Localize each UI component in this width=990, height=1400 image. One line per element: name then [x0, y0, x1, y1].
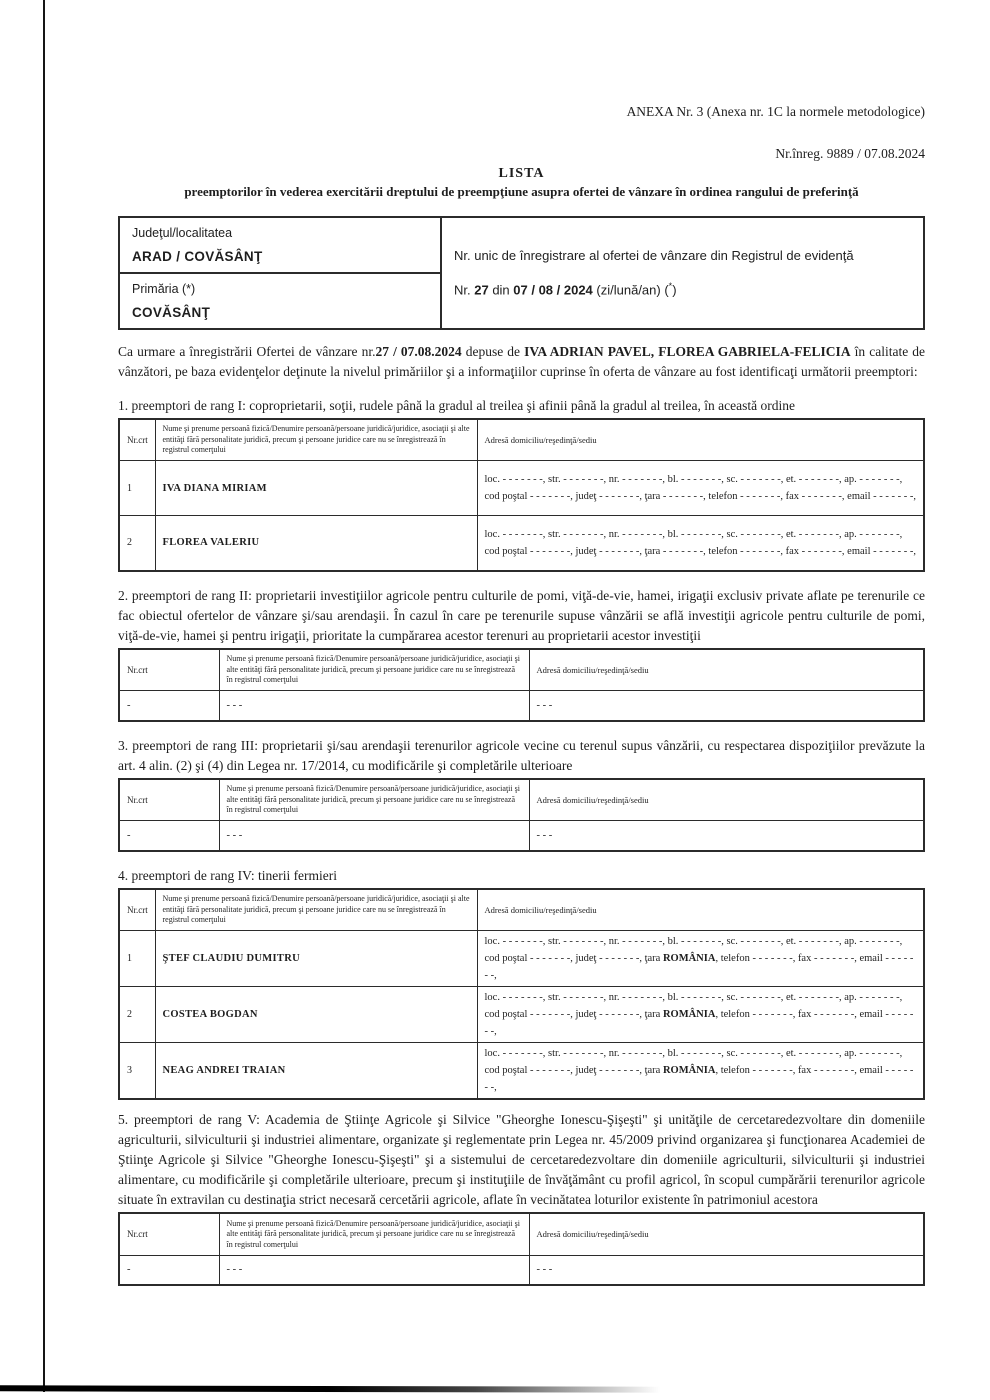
preemptor-name: IVA DIANA MIRIAM: [155, 461, 477, 516]
offer-registration-label: Nr. unic de înregistrare al ofertei de vânzare din Registrul de evidenţă: [454, 247, 854, 263]
offer-registration-cell: [441, 217, 924, 329]
table-rang1: [118, 418, 925, 572]
col-header-nr: Nr.crt: [119, 419, 155, 461]
county-value: ARAD / COVĂSÂNŢ: [132, 249, 263, 264]
col-header-name: Nume şi prenume persoană fizică/Denumire persoană/persoane juridică/juridice, asociaţii şi alte entităţi fără personalitate juridică, precum şi persoane juridice care nu se înregistrează în registrul comerţului: [219, 1213, 529, 1255]
col-header-nr: Nr.crt: [119, 649, 219, 691]
table-row-empty: [119, 1255, 924, 1285]
document-title: LISTA: [498, 166, 545, 181]
preemptor-name: NEAG ANDREI TRAIAN: [155, 1043, 477, 1100]
preemptor-address: - - -: [529, 1255, 924, 1285]
table-header-row: [119, 419, 924, 461]
table-rang4: [118, 888, 925, 1101]
row-number: 1: [119, 461, 155, 516]
table-row: [119, 931, 924, 987]
section-rang2-label: 2. preemptori de rang II: proprietarii investiţiilor agricole pentru culturile de pomi, viţă-de-vie, hamei, irigaţii exclusiv private aflate pe terenurile ce fac obiectul ofertelor de vânzare şi/sau arendaşii. În cazul în care pe terenurile supuse vânzării se află investiţii agricole pentru culturile de pomi, viţă-de-vie, hamei şi pentru irigaţii, prioritate la cumpărarea acestor terenuri au proprietarii acestor investiţii: [118, 587, 925, 643]
row-number: -: [119, 691, 219, 721]
col-header-addr: Adresă domiciliu/reşedinţă/sediu: [477, 419, 924, 461]
row-number: -: [119, 821, 219, 851]
row-number: 2: [119, 987, 155, 1043]
col-header-nr: Nr.crt: [119, 889, 155, 931]
table-row: [119, 461, 924, 516]
table-row-empty: [119, 691, 924, 721]
table-rang2: [118, 648, 925, 722]
section-rang1-label: 1. preemptori de rang I: coproprietarii, soţii, rudele până la gradul al treilea şi afinii până la gradul al treilea, în această ordine: [118, 397, 795, 413]
col-header-addr: Adresă domiciliu/reşedinţă/sediu: [477, 889, 924, 931]
intro-paragraph: Ca urmare a înregistrării Ofertei de vânzare nr.27 / 07.08.2024 depuse de IVA ADRIAN PAVEL, FLOREA GABRIELA-FELICIA în calitate de vânzători, pe baza evidenţelor deţinute la nivelul primăriilor şi a informaţiilor cuprinse în oferta de vânzare au fost identificaţi următorii preemptori:: [118, 344, 926, 379]
preemptor-name: - - -: [219, 691, 529, 721]
document-subtitle: preemptorilor în vederea exercitării dreptului de preempţiune asupra ofertei de vânzare în ordinea rangului de preferinţă: [184, 184, 859, 199]
col-header-name: Nume şi prenume persoană fizică/Denumire persoană/persoane juridică/juridice, asociaţii şi alte entităţi fără personalitate juridică, precum şi persoane juridice care nu se înregistrează în registrul comerţului: [155, 419, 477, 461]
cityhall-label: Primăria (*): [132, 282, 196, 296]
table-rang5: [118, 1212, 925, 1286]
table-header-row: [119, 649, 924, 691]
preemptor-name: COSTEA BOGDAN: [155, 987, 477, 1043]
preemptor-address: loc. - - - - - - -, str. - - - - - - -, nr. - - - - - - -, bl. - - - - - - -, sc. - - - - - - -, et. - - - - - - -, ap. - - - - - - -, cod poştal - - - - - - -, judeţ - - - - - - -, ţara ROMÂNIA, telefon - - - - - - -, fax - - - - - - -, email - - - - - - -,: [477, 1043, 924, 1100]
col-header-name: Nume şi prenume persoană fizică/Denumire persoană/persoane juridică/juridice, asociaţii şi alte entităţi fără personalitate juridică, precum şi persoane juridice care nu se înregistrează în registrul comerţului: [219, 649, 529, 691]
table-rang3: [118, 778, 925, 852]
preemptor-address: loc. - - - - - - -, str. - - - - - - -, nr. - - - - - - -, bl. - - - - - - -, sc. - - - - - - -, et. - - - - - - -, ap. - - - - - - -, cod poştal - - - - - - -, judeţ - - - - - - -, ţara - - - - - - -, telefon - - - - - - -, fax - - - - - - -, email - - - - - - -,: [477, 516, 924, 571]
section-rang4-label: 4. preemptori de rang IV: tinerii fermieri: [118, 867, 338, 883]
table-row: [119, 516, 924, 571]
preemptor-address: loc. - - - - - - -, str. - - - - - - -, nr. - - - - - - -, bl. - - - - - - -, sc. - - - - - - -, et. - - - - - - -, ap. - - - - - - -, cod poştal - - - - - - -, judeţ - - - - - - -, ţara - - - - - - -, telefon - - - - - - -, fax - - - - - - -, email - - - - - - -,: [477, 461, 924, 516]
preemptor-name: - - -: [219, 1255, 529, 1285]
offer-registration-value: Nr. 27 din 07 / 08 / 2024 (zi/lună/an) (*): [454, 280, 677, 298]
col-header-nr: Nr.crt: [119, 1213, 219, 1255]
col-header-name: Nume şi prenume persoană fizică/Denumire persoană/persoane juridică/juridice, asociaţii şi alte entităţi fără personalitate juridică, precum şi persoane juridice care nu se înregistrează în registrul comerţului: [155, 889, 477, 931]
row-number: -: [119, 1255, 219, 1285]
table-row-empty: [119, 821, 924, 851]
row-number: 3: [119, 1043, 155, 1100]
preemptor-address: loc. - - - - - - -, str. - - - - - - -, nr. - - - - - - -, bl. - - - - - - -, sc. - - - - - - -, et. - - - - - - -, ap. - - - - - - -, cod poştal - - - - - - -, judeţ - - - - - - -, ţara ROMÂNIA, telefon - - - - - - -, fax - - - - - - -, email - - - - - - -,: [477, 987, 924, 1043]
cityhall-cell: [119, 273, 441, 329]
table-row: [119, 987, 924, 1043]
preemptor-name: FLOREA VALERIU: [155, 516, 477, 571]
col-header-addr: Adresă domiciliu/reşedinţă/sediu: [529, 779, 924, 821]
table-header-row: [119, 1213, 924, 1255]
section-rang5-label: 5. preemptori de rang V: Academia de Ştiinţe Agricole şi Silvice "Gheorghe Ionescu-Şişeşti" şi unităţile de cercetaredezvoltare din domeniile agriculturii, silviculturii şi industriei alimentare, organizate şi reglementate prin Legea nr. 45/2009 privind organizarea şi funcţionarea Academiei de Ştiinţe Agricole şi Silvice "Gheorghe Ionescu-Şişeşti" şi a sistemului de cercetaredezvoltare din domeniile agriculturii, silviculturii şi industriei alimentare, cu modificările şi completările ulterioare, precum şi instituţiile de învăţământ cu profil agricol, în scopul cumpărării terenurilor agricole situate în extravilan cu destinaţia strict necesară cercetării agricole, aflate în vecinătatea loturilor existente în patrimoniul acestora: [118, 1112, 925, 1207]
table-header-row: [119, 779, 924, 821]
preemptor-name: ŞTEF CLAUDIU DUMITRU: [155, 931, 477, 987]
col-header-addr: Adresă domiciliu/reşedinţă/sediu: [529, 1213, 924, 1255]
col-header-addr: Adresă domiciliu/reşedinţă/sediu: [529, 649, 924, 691]
preemptor-address: loc. - - - - - - -, str. - - - - - - -, nr. - - - - - - -, bl. - - - - - - -, sc. - - - - - - -, et. - - - - - - -, ap. - - - - - - -, cod poştal - - - - - - -, judeţ - - - - - - -, ţara ROMÂNIA, telefon - - - - - - -, fax - - - - - - -, email - - - - - - -,: [477, 931, 924, 987]
preemptor-address: - - -: [529, 821, 924, 851]
table-header-row: [119, 889, 924, 931]
row-number: 1: [119, 931, 155, 987]
preemptor-name: - - -: [219, 821, 529, 851]
cityhall-value: COVĂSÂNŢ: [132, 305, 211, 320]
scan-artifact-bottom-line: [0, 1385, 660, 1392]
anexa-note: ANEXA Nr. 3 (Anexa nr. 1C la normele metodologice): [626, 104, 925, 119]
col-header-nr: Nr.crt: [119, 779, 219, 821]
section-rang3-label: 3. preemptori de rang III: proprietarii şi/sau arendaşii terenurilor agricole vecine cu terenul supus vânzării, cu respectarea dispoziţiilor prevăzute la art. 4 alin. (2) şi (4) din Legea nr. 17/2014, cu modificările şi completările ulterioare: [118, 737, 925, 773]
document-page: [118, 0, 925, 1286]
preemptor-address: - - -: [529, 691, 924, 721]
county-cell: [119, 217, 441, 273]
table-row: [119, 1043, 924, 1100]
county-label: Judeţul/localitatea: [132, 226, 233, 240]
registration-info-box: [118, 216, 925, 330]
scan-artifact-vertical-line: [43, 0, 45, 1392]
registration-number: Nr.înreg. 9889 / 07.08.2024: [775, 146, 925, 161]
col-header-name: Nume şi prenume persoană fizică/Denumire persoană/persoane juridică/juridice, asociaţii şi alte entităţi fără personalitate juridică, precum şi persoane juridice care nu se înregistrează în registrul comerţului: [219, 779, 529, 821]
row-number: 2: [119, 516, 155, 571]
